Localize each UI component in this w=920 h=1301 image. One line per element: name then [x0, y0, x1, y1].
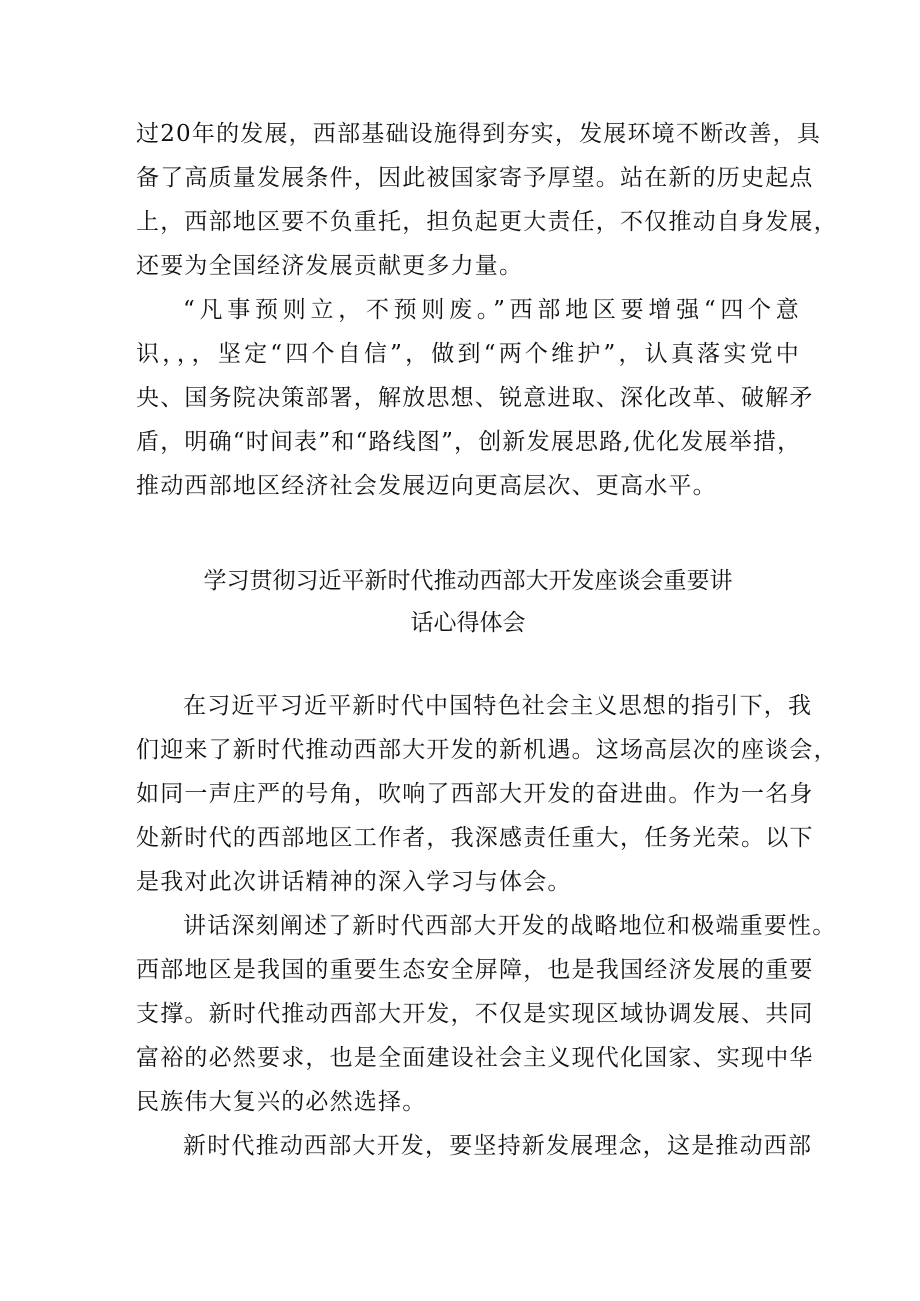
text-line: 如同一声庄严的号角，吹响了西部大开发的奋进曲。作为一名身	[136, 781, 814, 807]
text-line: 民族伟大复兴的必然选择。	[136, 1089, 427, 1115]
paragraph	[136, 1124, 813, 1168]
text-line: 上，西部地区要不负重托，担负起更大责任，不仅推动自身发展，	[136, 209, 838, 235]
paragraph	[136, 288, 814, 508]
paragraph	[136, 684, 838, 904]
text-line: 在习近平习近平新时代中国特色社会主义思想的指引下，我	[183, 693, 813, 719]
text-line: 处新时代的西部地区工作者，我深感责任重大，任务光荣。以下	[136, 825, 814, 851]
text-line: 过20年的发展，西部基础设施得到夯实，发展环境不断改善，具	[136, 121, 822, 147]
article-heading	[136, 560, 800, 644]
text-line: 新时代推动西部大开发，要坚持新发展理念，这是推动西部	[183, 1133, 813, 1159]
paragraph-continuation	[136, 112, 838, 288]
text-block-bottom	[136, 684, 838, 1168]
text-line: 央、国务院决策部署，解放思想、锐意进取、深化改革、破解矛	[136, 385, 814, 411]
text-line: 识，，，坚定“四个自信”，做到“两个维护”，认真落实党中	[136, 341, 800, 367]
text-line: 们迎来了新时代推动西部大开发的新机遇。这场高层次的座谈会，	[136, 737, 838, 763]
paragraph	[136, 904, 837, 1124]
heading-line: 话心得体会	[410, 610, 526, 636]
text-line: 富裕的必然要求，也是全面建设社会主义现代化国家、实现中华	[136, 1045, 814, 1071]
text-line: 讲话深刻阐述了新时代西部大开发的战略地位和极端重要性。	[183, 913, 837, 939]
text-line: 支撑。新时代推动西部大开发，不仅是实现区域协调发展、共同	[136, 1001, 814, 1027]
text-block-top	[136, 112, 838, 508]
heading-line: 学习贯彻习近平新时代推动西部大开发座谈会重要讲	[203, 568, 733, 594]
text-line: 盾，明确“时间表”和“路线图”，创新发展思路,优化发展举措，	[136, 429, 802, 455]
text-line: 备了高质量发展条件，因此被国家寄予厚望。站在新的历史起点	[136, 165, 814, 191]
text-line: 是我对此次讲话精神的深入学习与体会。	[136, 869, 572, 895]
text-line: 还要为全国经济发展贡献更多力量。	[136, 253, 524, 279]
text-line: “凡事预则立，不预则废。”西部地区要增强“四个意	[183, 297, 800, 323]
text-line: 推动西部地区经济社会发展迈向更高层次、更高水平。	[136, 473, 717, 499]
text-line: 西部地区是我国的重要生态安全屏障，也是我国经济发展的重要	[136, 957, 814, 983]
